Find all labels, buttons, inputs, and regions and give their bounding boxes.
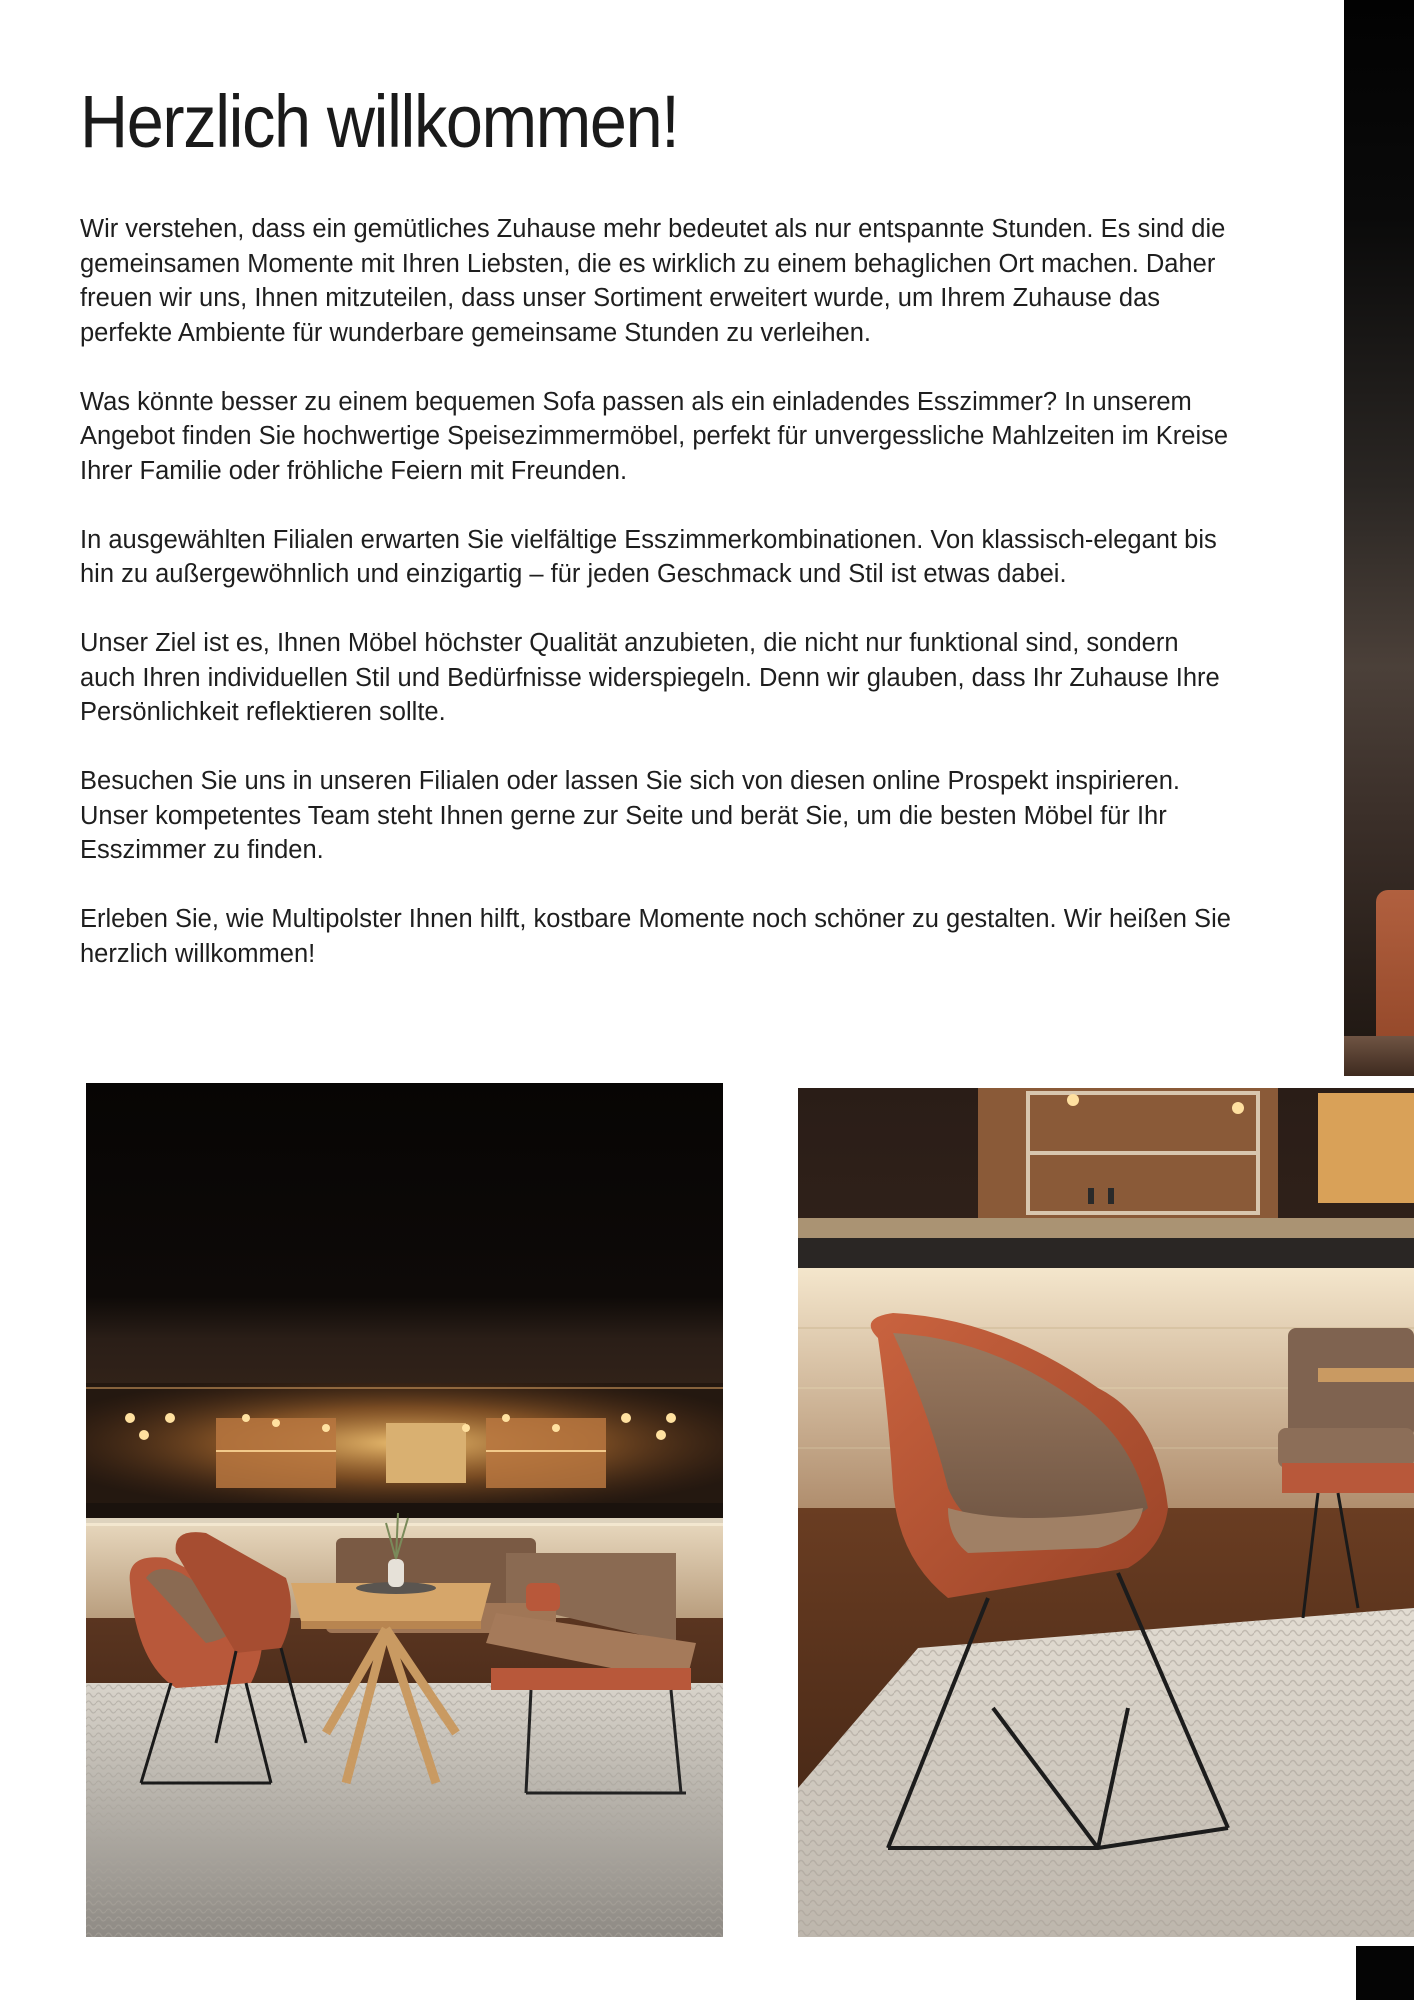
dining-room-photo <box>86 1083 723 1937</box>
paragraph: Besuchen Sie uns in unseren Filialen oder lassen Sie sich von diesen online Prospekt inspirieren. Unser kompetentes Team steht Ihnen gerne zur Seite und berät Sie, um die besten Möbel für Ihr Esszimmer zu finden. <box>80 767 1180 864</box>
paragraph: Unser Ziel ist es, Ihnen Möbel höchster Qualität anzubieten, die nicht nur funktional sind, sondern auch Ihren individuellen Stil und Bedürfnisse widerspiegeln. Denn wir glauben, dass Ihr Zuhause Ihre Persönlichkeit reflektieren sollte. <box>80 629 1220 726</box>
chair-closeup-photo <box>798 1088 1414 1937</box>
adjacent-floor-edge <box>1344 1036 1414 1076</box>
paragraph: In ausgewählten Filialen erwarten Sie vielfältige Esszimmerkombinationen. Von klassisch-elegant bis hin zu außergewöhnlich und einzigartig – für jeden Geschmack und Stil ist etwas dabei. <box>80 525 1217 588</box>
adjacent-page-corner <box>1356 1946 1414 2000</box>
intro-text <box>80 212 1240 1006</box>
page-title: Herzlich willkommen! <box>80 80 679 163</box>
paragraph: Erleben Sie, wie Multipolster Ihnen hilft, kostbare Momente noch schöner zu gestalten. Wir heißen Sie herzlich willkommen! <box>80 905 1231 968</box>
paragraph: Wir verstehen, dass ein gemütliches Zuhause mehr bedeutet als nur entspannte Stunden. Es sind die gemeinsamen Momente mit Ihren Liebsten, die es wirklich zu einem behaglichen Ort machen. Daher freuen wir uns, Ihnen mitzuteilen, dass unser Sortiment erweitert wurde, um Ihrem Zuhause das perfekte Ambiente für wunderbare gemeinsame Stunden zu verleihen. <box>80 215 1226 347</box>
paragraph: Was könnte besser zu einem bequemen Sofa passen als ein einladendes Esszimmer? In unserem Angebot finden Sie hochwertige Speisezimmermöbel, perfekt für unvergessliche Mahlzeiten im Kreise Ihrer Familie oder fröhliche Feiern mit Freunden. <box>80 387 1229 485</box>
